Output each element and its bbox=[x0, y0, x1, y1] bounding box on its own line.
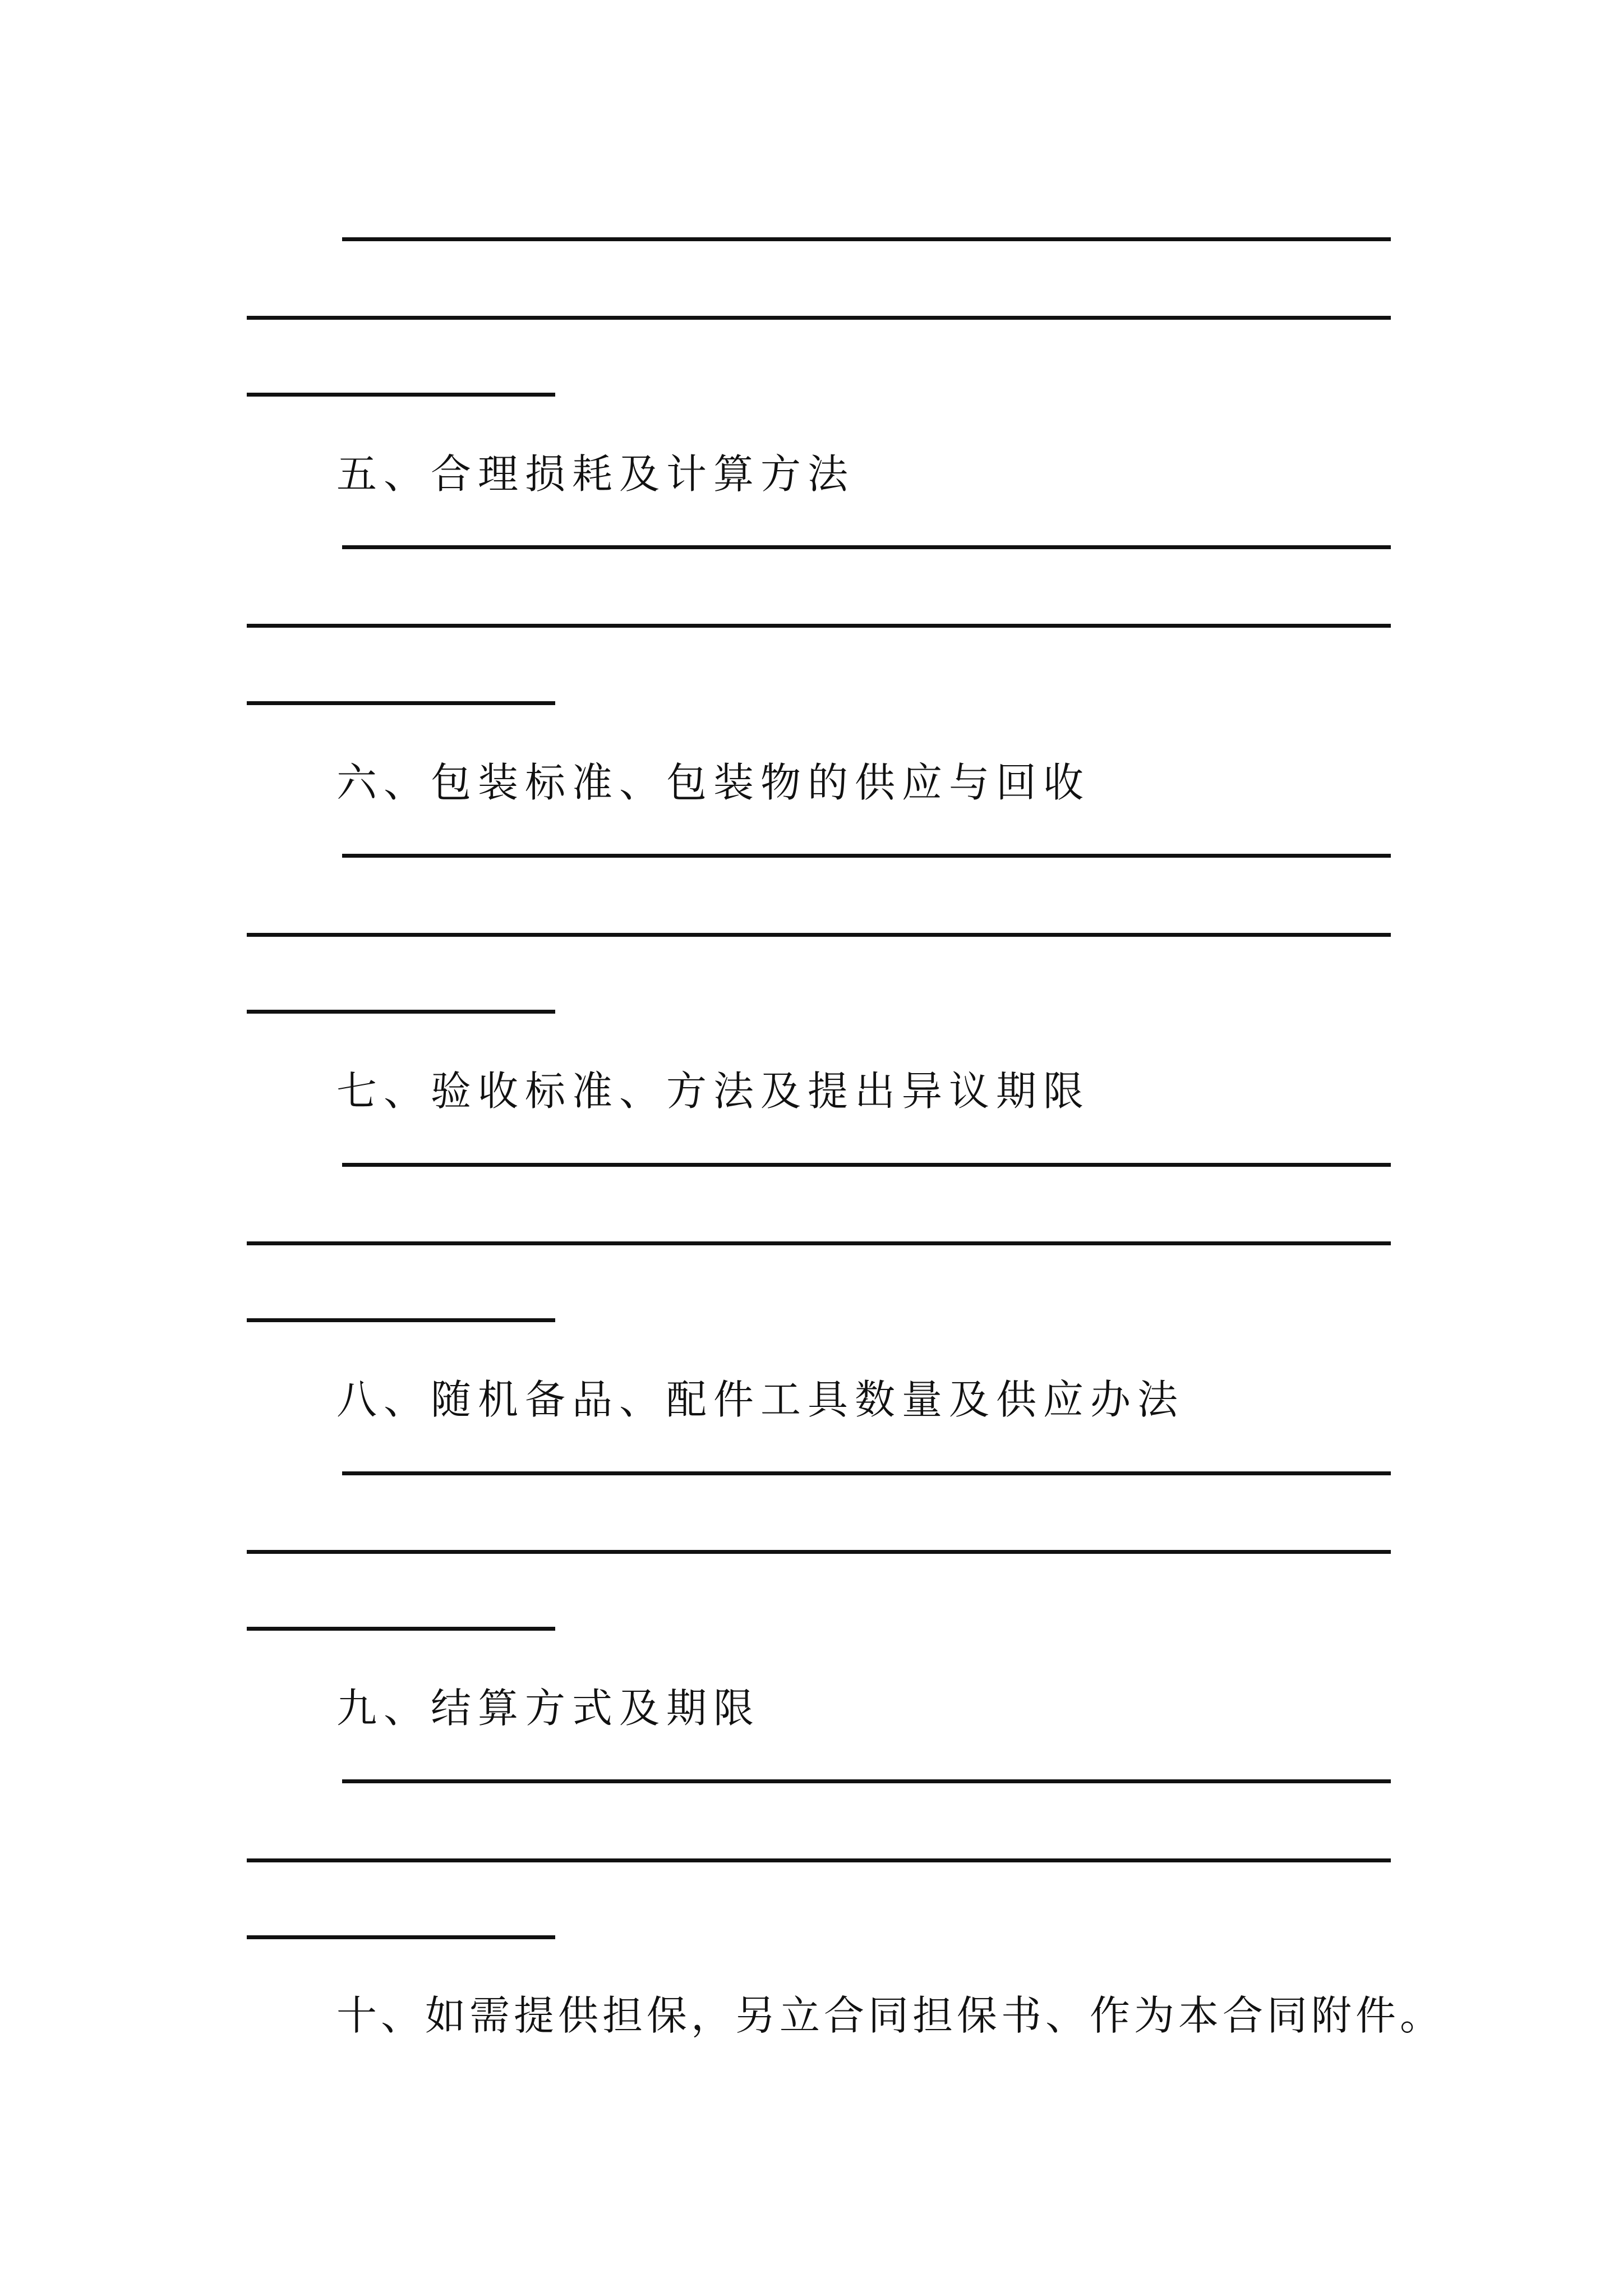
section-heading-eight: 八、随机备品、配件工具数量及供应办法 bbox=[336, 1376, 1185, 1423]
blank-line bbox=[247, 1627, 555, 1631]
blank-line bbox=[247, 1550, 1391, 1554]
blank-line bbox=[247, 1010, 555, 1014]
blank-line bbox=[247, 1858, 1391, 1862]
section-heading-five: 五、合理损耗及计算方法 bbox=[336, 450, 855, 498]
blank-line bbox=[247, 393, 555, 397]
blank-line bbox=[247, 624, 1391, 628]
blank-line bbox=[247, 1318, 555, 1322]
blank-line bbox=[247, 1241, 1391, 1245]
blank-line bbox=[247, 1935, 555, 1939]
blank-line bbox=[342, 545, 1391, 549]
section-heading-seven: 七、验收标准、方法及提出异议期限 bbox=[336, 1068, 1091, 1115]
section-heading-six: 六、包装标准、包装物的供应与回收 bbox=[336, 759, 1091, 806]
blank-line bbox=[247, 316, 1391, 320]
section-heading-ten: 十、如需提供担保，另立合同担保书、作为本合同附件。 bbox=[336, 1992, 1445, 2039]
blank-line bbox=[342, 1163, 1391, 1167]
blank-line bbox=[342, 1779, 1391, 1783]
blank-line bbox=[247, 933, 1391, 937]
blank-line bbox=[342, 854, 1391, 858]
blank-line bbox=[247, 701, 555, 705]
section-heading-nine: 九、结算方式及期限 bbox=[336, 1685, 761, 1732]
blank-line bbox=[342, 1471, 1391, 1475]
blank-line bbox=[342, 237, 1391, 241]
